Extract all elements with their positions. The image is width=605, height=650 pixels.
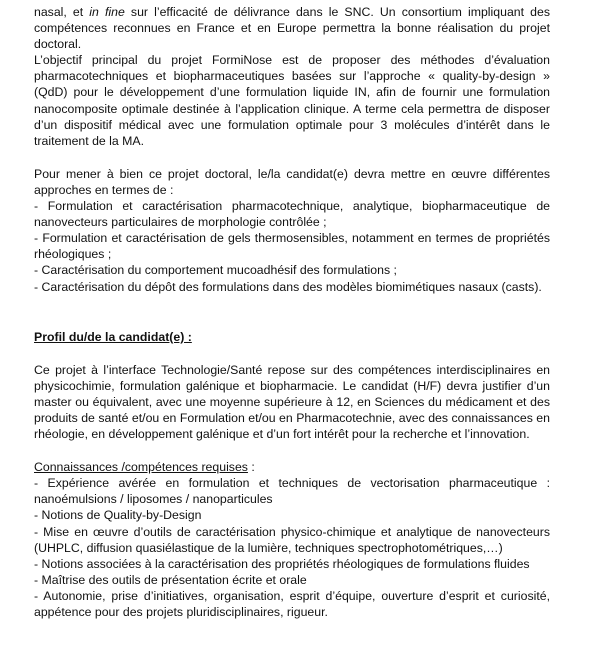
skills-heading-label: Connaissances /compétences requises bbox=[34, 460, 248, 475]
list-item: - Autonomie, prise d’initiatives, organisation, esprit d’équipe, ouverture d’esprit et curiosité, appétence pour des projets pluridisciplinaires, rigueur. bbox=[34, 588, 550, 619]
intro-rest: sur l’efficacité de délivrance dans le SNC. Un consortium impliquant des compétences reconnues en France et en Europe permettra la bonne réalisation du projet doctoral. bbox=[34, 5, 550, 52]
list-item: - Formulation et caractérisation de gels thermosensibles, notamment en termes de propriétés rhéologiques ; bbox=[34, 231, 550, 262]
profile-heading: Profil du/de la candidat(e) : bbox=[34, 329, 192, 344]
approaches-list bbox=[34, 198, 550, 295]
profile-paragraph: Ce projet à l’interface Technologie/Santé repose sur des compétences interdisciplinaires en physicochimie, formulation galénique et biopharmacie. Le candidat (H/F) devra justifier d’un master ou équivalent, avec une moyenne supérieure à 12, en Sciences du médicament et des produits de santé et/ou en Formulation et/ou en Pharmacotechnie, avec des connaissances en rhéologie, en développement galénique et d’un fort intérêt pour la recherche et l’innovation. bbox=[34, 362, 550, 442]
list-item: - Caractérisation du comportement mucoadhésif des formulations ; bbox=[34, 263, 397, 278]
list-item: - Formulation et caractérisation pharmacotechnique, analytique, biopharmaceutique de nanovecteurs particulaires de morphologie contrôlée ; bbox=[34, 199, 550, 230]
skills-heading bbox=[34, 459, 550, 475]
intro-start: nasal, et bbox=[34, 5, 90, 19]
intro-italic: in fine bbox=[89, 5, 125, 19]
document-page bbox=[34, 4, 550, 620]
list-item: - Maîtrise des outils de présentation écrite et orale bbox=[34, 572, 307, 587]
intro-paragraph bbox=[34, 4, 550, 52]
approaches-lead: Pour mener à bien ce projet doctoral, le/la candidat(e) devra mettre en œuvre différentes approches en termes de : bbox=[34, 166, 550, 197]
list-item: - Expérience avérée en formulation et techniques de vectorisation pharmaceutique : nanoémulsions / liposomes / nanoparticules bbox=[34, 476, 550, 507]
objective-paragraph: L’objectif principal du projet FormiNose est de proposer des méthodes d’évaluation pharmacotechniques et biopharmaceutiques basées sur l’approche « quality-by-design » (QdD) pour le développement d’une formulation liquide IN, afin de fournir une formulation nanocomposite optimale destinée à l’application clinique. A terme cela permettra de disposer d’un dispositif médical avec une formulation optimale pour 3 molécules d’intérêt dans le traitement de la MA. bbox=[34, 53, 550, 148]
list-item: - Notions associées à la caractérisation des propriétés rhéologiques de formulations fluides bbox=[34, 556, 530, 571]
list-item: - Notions de Quality-by-Design bbox=[34, 508, 202, 523]
skills-heading-colon: : bbox=[247, 460, 255, 475]
skills-list bbox=[34, 475, 550, 620]
list-item: - Caractérisation du dépôt des formulations dans des modèles biomimétiques nasaux (casts). bbox=[34, 279, 542, 294]
list-item: - Mise en œuvre d’outils de caractérisation physico-chimique et analytique de nanovecteurs (UHPLC, diffusion quasiélastique de la lumière, techniques spectrophotométriques,…) bbox=[34, 524, 550, 555]
